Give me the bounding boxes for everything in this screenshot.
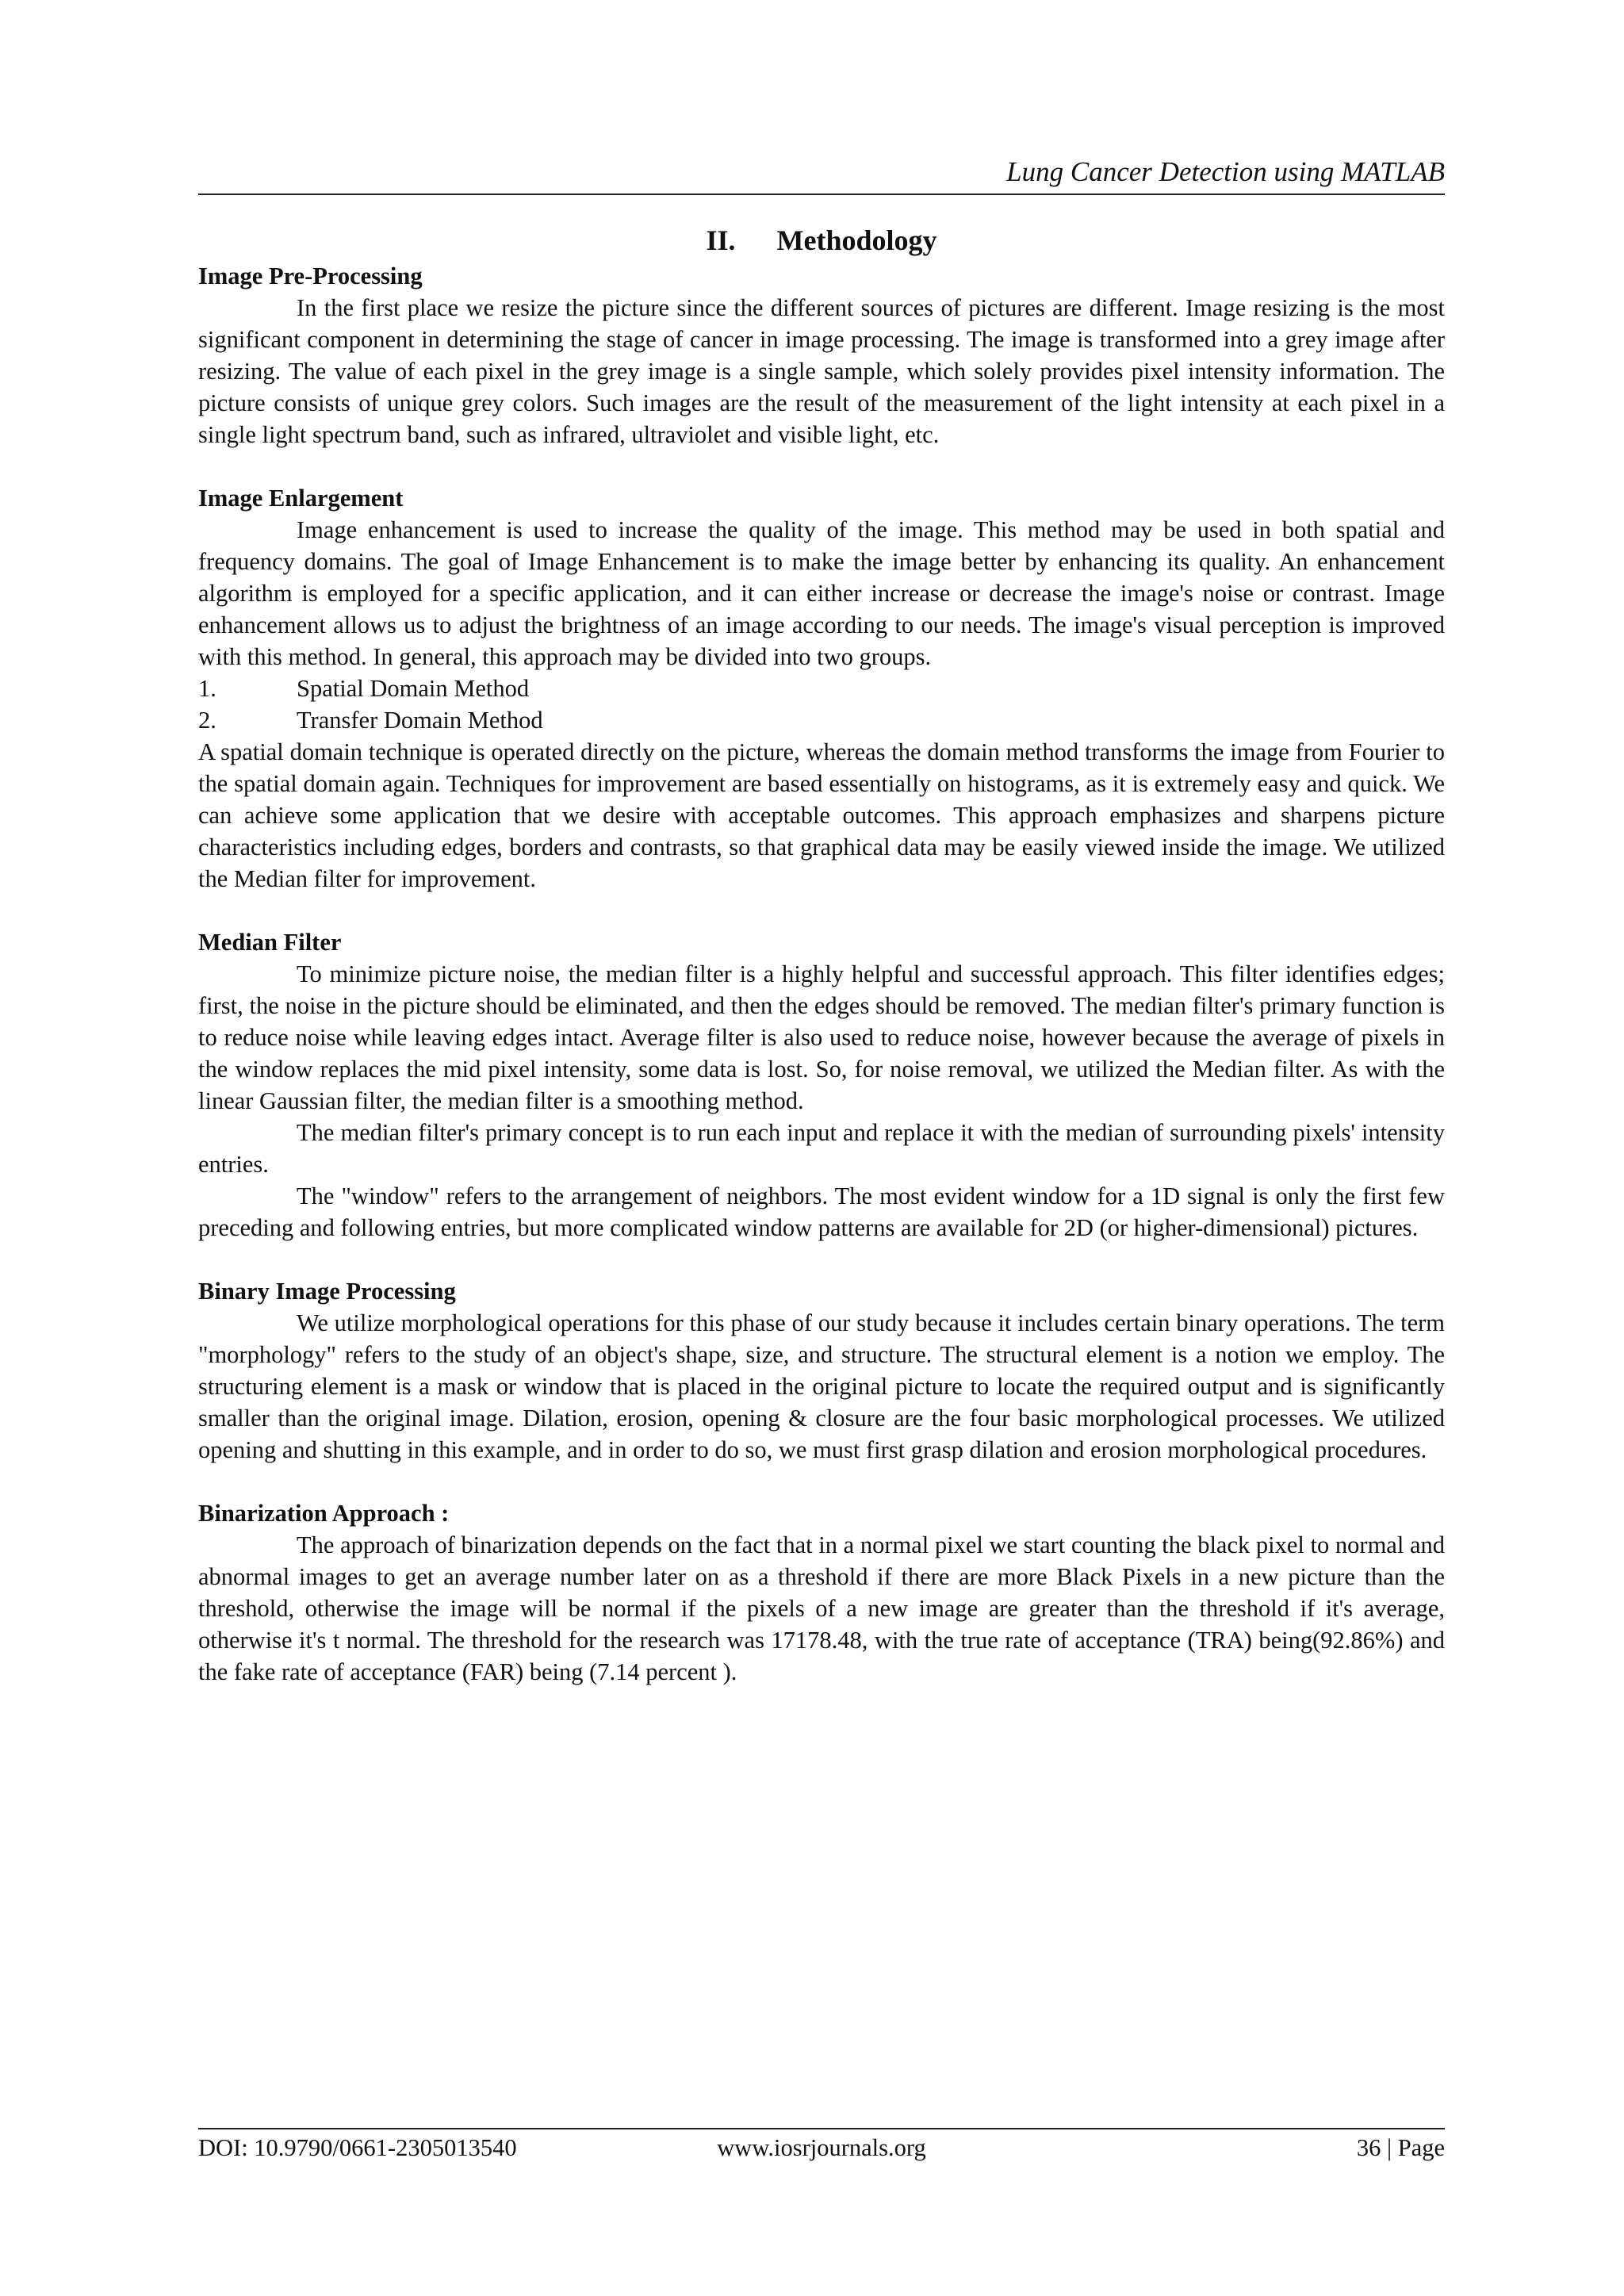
paragraph: In the first place we resize the picture since the different sources of pictures are different. Image resizing is the most significant component in determining the stage of cancer in image processing. The image is transformed into a grey image after resizing. The value of each pixel in the grey image is a single sample, which solely provides pixel intensity information. The picture consists of unique grey colors. Such images are the result of the measurement of the light intensity at each pixel in a single light spectrum band, such as infrared, ultraviolet and visible light, etc. xyxy=(198,294,1445,448)
heading-median-filter: Median Filter xyxy=(198,929,342,956)
heading-enlargement: Image Enlargement xyxy=(198,485,404,512)
spacer xyxy=(198,1466,1445,1497)
page-body xyxy=(198,222,1445,1688)
section-title xyxy=(198,222,1445,259)
list-item xyxy=(198,673,1445,704)
list-text: Spatial Domain Method xyxy=(297,675,530,702)
heading-binarization: Binarization Approach : xyxy=(198,1500,450,1527)
paragraph: Image enhancement is used to increase the quality of the image. This method may be used in both spatial and frequency domains. The goal of Image Enhancement is to make the image better by enhancing its quality. An enhancement algorithm is employed for a specific application, and it can either increase or decrease the image's noise or contrast. Image enhancement allows us to adjust the brightness of an image according to our needs. The image's visual perception is improved with this method. In general, this approach may be divided into two groups. xyxy=(198,516,1445,670)
spacer xyxy=(198,1244,1445,1275)
spacer xyxy=(198,895,1445,926)
running-header: Lung Cancer Detection using MATLAB xyxy=(1006,156,1445,187)
spacer xyxy=(198,450,1445,482)
paragraph: The median filter's primary concept is to run each input and replace it with the median of surrounding pixels' intensity entries. xyxy=(198,1119,1445,1178)
footer-website: www.iosrjournals.org xyxy=(717,2134,926,2161)
paragraph: To minimize picture noise, the median filter is a highly helpful and successful approach. This filter identifies edges; first, the noise in the picture should be eliminated, and then the edges should be removed. The median filter's primary function is to reduce noise while leaving edges intact. Average filter is also used to reduce noise, however because the average of pixels in the window replaces the mid pixel intensity, some data is lost. So, for noise removal, we utilized the Median filter. As with the linear Gaussian filter, the median filter is a smoothing method. xyxy=(198,960,1445,1114)
footer-doi: DOI: 10.9790/0661-2305013540 xyxy=(198,2134,517,2161)
paragraph: We utilize morphological operations for this phase of our study because it includes certain binary operations. The term "morphology" refers to the study of an object's shape, size, and structure. The structural element is a notion we employ. The structuring element is a mask or window that is placed in the original picture to locate the required output and is significantly smaller than the original image. Dilation, erosion, opening & closure are the four basic morphological processes. We utilized opening and shutting in this example, and in order to do so, we must first grasp dilation and erosion morphological procedures. xyxy=(198,1309,1445,1463)
list-number: 2. xyxy=(198,707,216,734)
list-text: Transfer Domain Method xyxy=(297,707,543,734)
header-rule xyxy=(198,194,1445,195)
list-item xyxy=(198,704,1445,736)
list-number: 1. xyxy=(198,675,216,702)
heading-pre-processing: Image Pre-Processing xyxy=(198,263,423,289)
page-footer xyxy=(198,2132,1445,2164)
paragraph: The "window" refers to the arrangement of neighbors. The most evident window for a 1D signal is only the first few preceding and following entries, but more complicated window patterns are available for 2D (or higher-dimensional) pictures. xyxy=(198,1182,1445,1241)
section-number: II. xyxy=(706,224,736,256)
heading-binary-processing: Binary Image Processing xyxy=(198,1278,456,1305)
footer-page-number: 36 | Page xyxy=(1356,2134,1445,2161)
footer-rule xyxy=(198,2128,1445,2129)
paragraph: The approach of binarization depends on the fact that in a normal pixel we start counting the black pixel to normal and abnormal images to get an average number later on as a threshold if there are more Black Pixels in a new picture than the threshold, otherwise the image will be normal if the pixels of a new image are greater than the threshold if it's average, otherwise it's t normal. The threshold for the research was 17178.48, with the true rate of acceptance (TRA) being(92.86%) and the fake rate of acceptance (FAR) being (7.14 percent ). xyxy=(198,1531,1445,1685)
paragraph: A spatial domain technique is operated directly on the picture, whereas the domain method transforms the image from Fourier to the spatial domain again. Techniques for improvement are based essentially on histograms, as it is extremely easy and quick. We can achieve some application that we desire with acceptable outcomes. This approach emphasizes and sharpens picture characteristics including edges, borders and contrasts, so that graphical data may be easily viewed inside the image. We utilized the Median filter for improvement. xyxy=(198,738,1445,892)
section-name: Methodology xyxy=(776,224,937,256)
